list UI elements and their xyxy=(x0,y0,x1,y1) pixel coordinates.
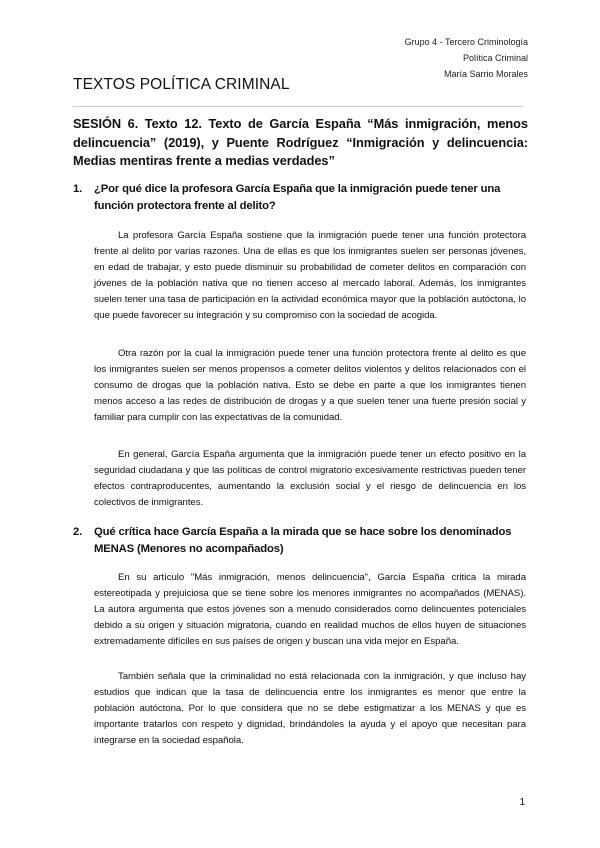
session-heading: SESIÓN 6. Texto 12. Texto de García España “Más inmigración, menos delincuencia” (2019), y Puente Rodríguez “Inmigración y delincuencia: Medias mentiras frente a medias verdades” xyxy=(73,116,528,168)
title-divider xyxy=(73,106,523,107)
answer-2-paragraph-2: También señala que la criminalidad no está relacionada con la inmigración, y que incluso hay estudios que indican que la tasa de delincuencia entre los inmigrantes es menor que entre la población autóctona. Por lo que considera que no se debe estigmatizar a los MENAS y que es importante tratarlos con respeto y dignidad, brindándoles la ayuda y el apoyo que necesitan para integrarse en la sociedad española. xyxy=(94,671,526,747)
answer-1-paragraph-3: En general, García España argumenta que la inmigración puede tener un efecto positivo en la seguridad ciudadana y que las políticas de control migratorio excesivamente restrictivas pueden tener efectos contraproducentes, aumentando la exclusión social y el riesgo de delincuencia en los colectivos de inmigrantes. xyxy=(94,449,526,509)
question-2-number: 2. xyxy=(73,526,83,538)
header-author-line: María Sarrio Morales xyxy=(443,69,528,79)
document-header xyxy=(405,34,528,82)
page-number: 1 xyxy=(519,797,525,808)
document-title: TEXTOS POLÍTICA CRIMINAL xyxy=(73,76,290,93)
answer-2-paragraph-1: En su artículo "Más inmigración, menos delincuencia", García España critica la mirada estereotipada y prejuiciosa que se tiene sobre los menores inmigrantes no acompañados (MENAS). La autora argumenta que estos jóvenes son a menudo considerados como delincuentes potenciales debido a su origen y situación migratoria, cuando en realidad muchos de ellos huyen de situaciones extremadamente difíciles en sus países de origen y buscan una vida mejor en España. xyxy=(94,572,526,648)
question-1-text: ¿Por qué dice la profesora García España que la inmigración puede tener una función protectora frente al delito? xyxy=(94,183,501,212)
header-group-line: Grupo 4 - Tercero Criminología xyxy=(404,37,528,47)
header-subject-line: Política Criminal xyxy=(462,53,528,63)
answer-1-paragraph-1: La profesora García España sostiene que la inmigración puede tener una función protectora frente al delito por varias razones. Una de ellas es que los inmigrantes suelen ser personas jóvenes, en edad de trabajar, y esto puede disminuir su probabilidad de cometer delitos en comparación con jóvenes de la población nativa que no tienen acceso al mercado laboral. Además, los inmigrantes suelen tener una tasa de participación en la actividad económica mayor que la población autóctona, lo que puede favorecer su integración y su compromiso con la sociedad de acogida. xyxy=(94,230,526,322)
question-2-heading xyxy=(73,524,526,558)
question-1-number: 1. xyxy=(73,183,83,195)
answer-1-paragraph-2: Otra razón por la cual la inmigración puede tener una función protectora frente al delito es que los inmigrantes suelen ser menos propensos a cometer delitos violentos y delitos relacionados con el consumo de drogas que la población nativa. Esto se debe en parte a que los inmigrantes tienen menos acceso a las redes de distribución de drogas y a que suelen tener una fuerte presión social y familiar para cumplir con las expectativas de la comunidad. xyxy=(94,348,526,424)
question-2-text: Qué crítica hace García España a la mirada que se hace sobre los denominados MENAS (Menores no acompañados) xyxy=(94,526,512,555)
question-1-heading xyxy=(73,181,526,215)
